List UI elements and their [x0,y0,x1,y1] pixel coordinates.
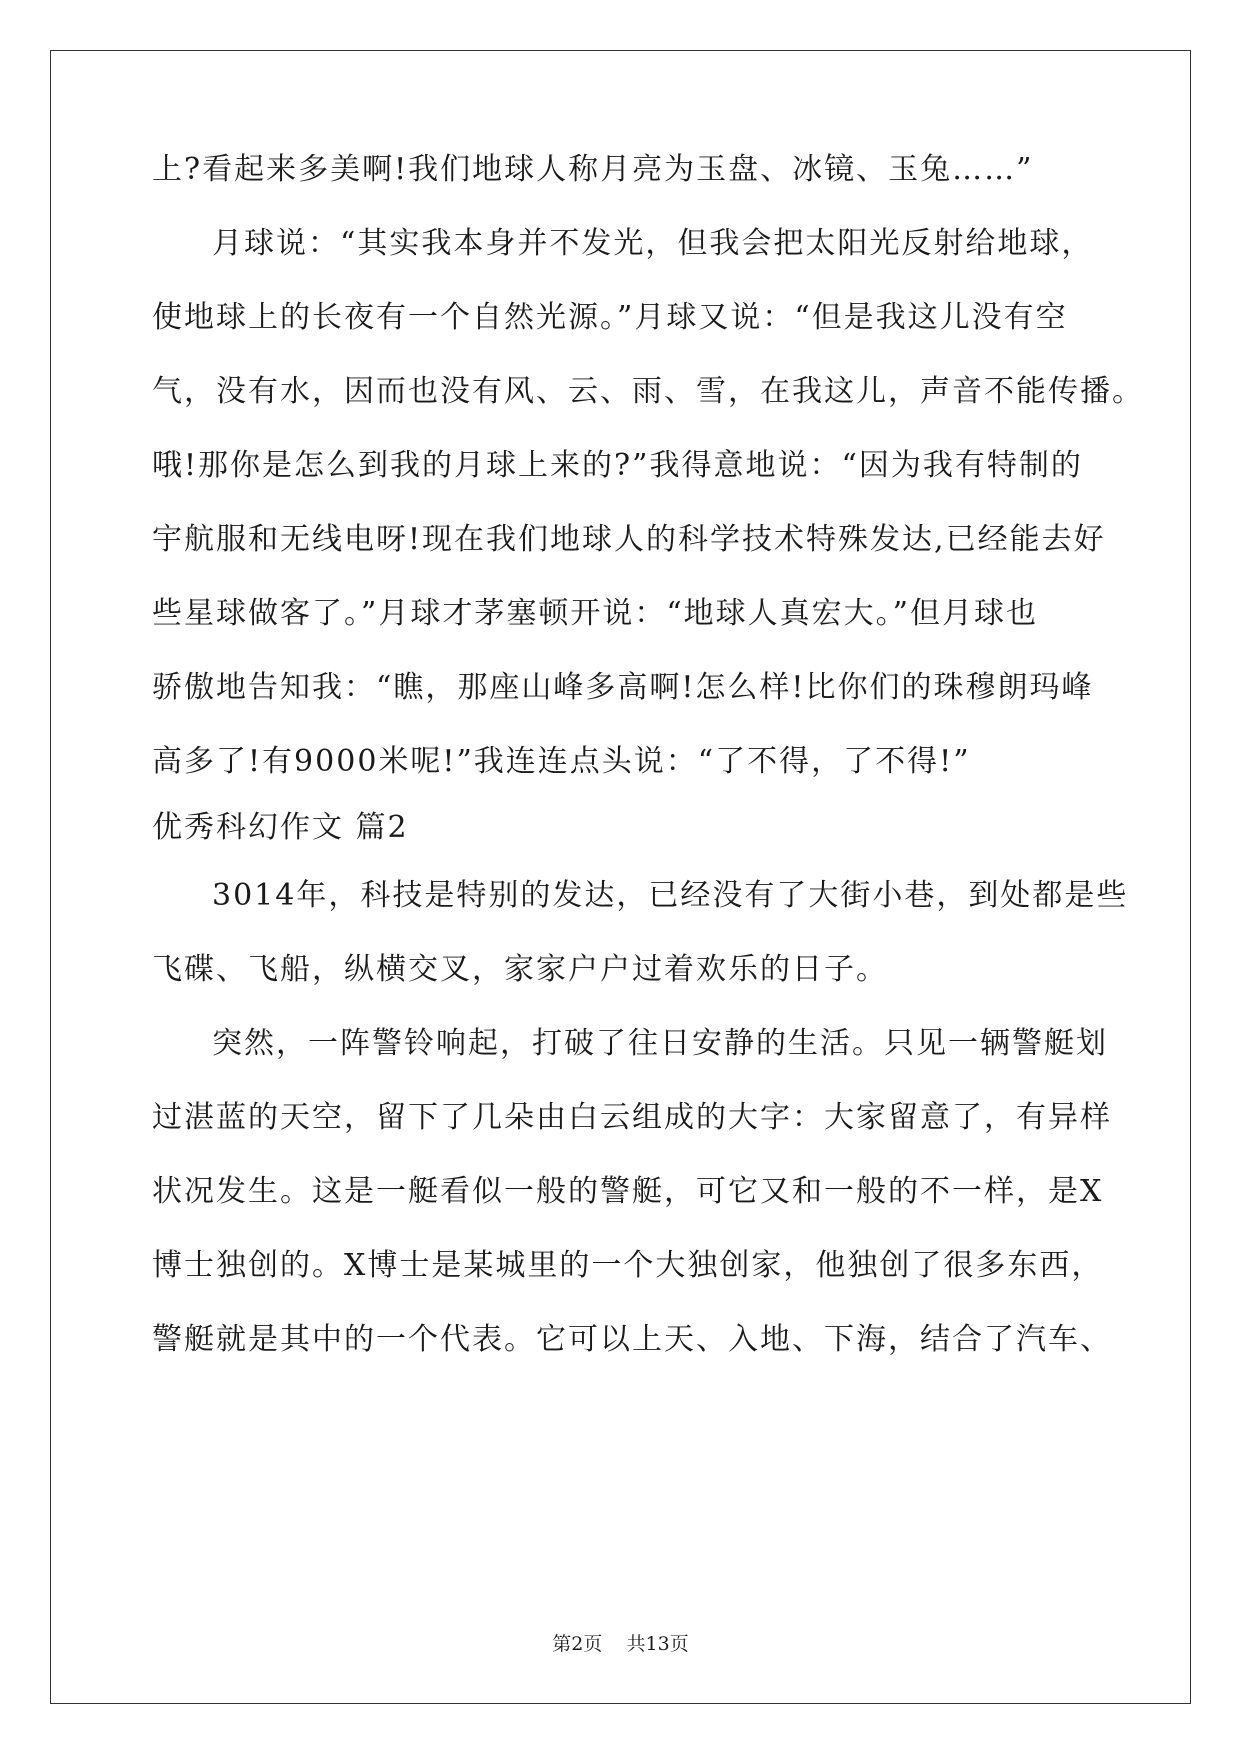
text-line: 过湛蓝的天空，留下了几朵由白云组成的大字：大家留意了，有异样 [152,1100,1112,1135]
text-line: 上?看起来多美啊!我们地球人称月亮为玉盘、冰镜、玉兔……” [152,152,1034,187]
text-line: 突然，一阵警铃响起，打破了往日安静的生活。只见一辆警艇划 [212,1026,1108,1061]
text-line: 哦!那你是怎么到我的月球上来的?”我得意地说：“因为我有特制的 [152,448,1083,483]
text-line: 使地球上的长夜有一个自然光源。”月球又说：“但是我这儿没有空 [152,300,1068,335]
text-line: 高多了!有9000米呢!”我连连点头说：“了不得，了不得!” [152,744,971,779]
text-line: 骄傲地告知我：“瞧，那座山峰多高啊!怎么样!比你们的珠穆朗玛峰 [152,670,1094,705]
text-line: 警艇就是其中的一个代表。它可以上天、入地、下海，结合了汽车、 [152,1322,1112,1357]
text-line: 飞碟、飞船，纵横交叉，家家户户过着欢乐的日子。 [152,952,888,987]
text-line: 气，没有水，因而也没有风、云、雨、雪，在我这儿，声音不能传播。 [152,374,1144,409]
text-line: 3014年，科技是特别的发达，已经没有了大街小巷，到处都是些 [212,878,1129,913]
page-footer [0,1632,1241,1656]
page-number: 第2页 [552,1633,603,1655]
page-border [50,50,1191,1704]
text-line: 状况发生。这是一艇看似一般的警艇，可它又和一般的不一样，是X [152,1174,1104,1209]
section-heading: 优秀科幻作文 篇2 [152,810,409,845]
page-total: 共13页 [626,1633,689,1655]
text-line: 宇航服和无线电呀!现在我们地球人的科学技术特殊发达,已经能去好 [152,522,1106,557]
text-line: 博士独创的。X博士是某城里的一个大独创家，他独创了很多东西， [152,1248,1104,1283]
text-line: 月球说：“其实我本身并不发光，但我会把太阳光反射给地球， [212,226,1094,261]
text-line: 些星球做客了。”月球才茅塞顿开说：“地球人真宏大。”但月球也 [152,596,1039,631]
